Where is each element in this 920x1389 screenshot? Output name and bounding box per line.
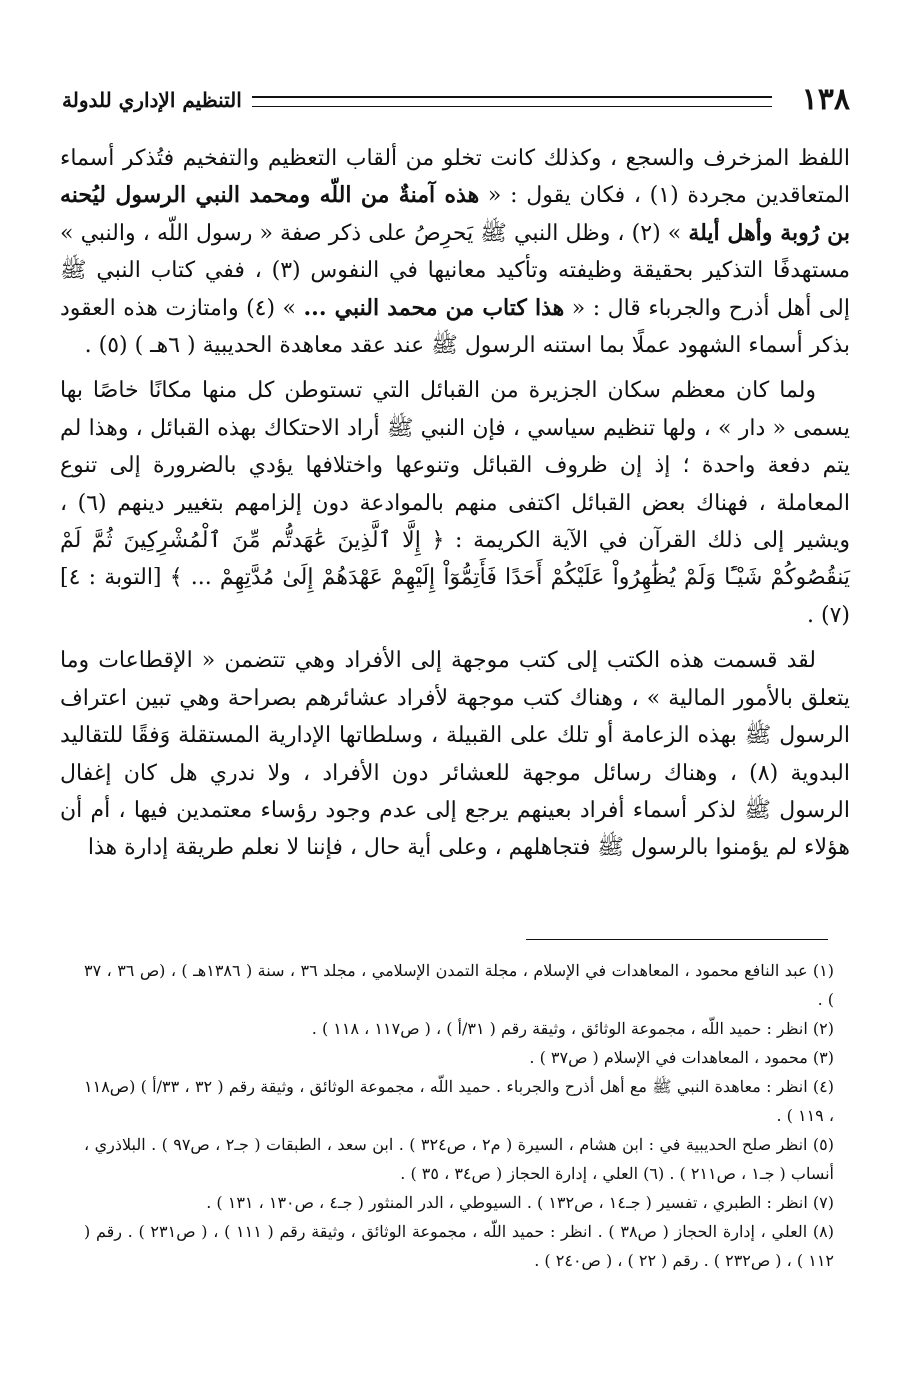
footnote-3: (٣) محمود ، المعاهدات في الإسلام ( ص٣٧ ) . bbox=[529, 1048, 834, 1067]
footnote-separator bbox=[526, 939, 828, 940]
footnotes bbox=[84, 956, 834, 1275]
quoted-document-2: هذا كتاب من محمد النبي ... bbox=[303, 294, 565, 321]
quoted-document-1: هذه آمنةٌ من اللّه ومحمد النبي الرسول ليُحنه بن رُوبة وأهل أيلة bbox=[60, 182, 851, 246]
body-text bbox=[60, 140, 850, 867]
running-title: التنظيم الإداري للدولة bbox=[62, 88, 242, 112]
header-rule bbox=[252, 96, 772, 107]
paragraph-1-text-a: اللفظ المزخرف والسجع ، وكذلك كانت تخلو من ألقاب التعظيم والتفخيم فتُذكر أسماء المتعاقدين مجردة (١) ، فكان يقول : « bbox=[60, 146, 850, 209]
footnote-4: (٤) انظر : معاهدة النبي ﷺ مع أهل أذرح والجرباء . حميد اللّه ، مجموعة الوثائق ، وثيقة رقم ( ٣٢ ، ٣٣/أ ) (ص١١٨ ، ١١٩ ) . bbox=[84, 1077, 834, 1125]
footnote-1: (١) عبد النافع محمود ، المعاهدات في الإسلام ، مجلة التمدن الإسلامي ، مجلد ٣٦ ، سنة ( ١٣٨٦هـ ) ، (ص ٣٦ ، ٣٧ ) . bbox=[84, 961, 834, 1009]
paragraph-2 bbox=[60, 372, 850, 634]
paragraph-1-text-c: » (٤) وامتازت هذه العقود بذكر أسماء الشهود عملًا بما استنه الرسول ﷺ عند عقد معاهدة الحديبية ( ٦هـ ) (٥) . bbox=[60, 295, 850, 359]
paragraph-1 bbox=[60, 140, 850, 364]
page-number: ١٣٨ bbox=[801, 82, 850, 117]
paragraph-2-text-a: ولما كان معظم سكان الجزيرة من القبائل التي تستوطن كل منها مكانًا خاصًا بها يسمى « دار » ، ولها تنظيم سياسي ، فإن النبي ﷺ أراد الاحتكاك بهذه القبائل ، وهذا لم يتم دفعة واحدة ؛ إذ إن ظروف القبائل وتنوعها واختلافها يؤدي بالضرورة إلى تنوع المعاملة ، فهناك بعض القبائل اكتفى منهم بالموادعة دون إلزامهم بتغيير دينهم (٦) ، ويشير إلى ذلك القرآن في الآية الكريمة : ﴿ bbox=[60, 378, 850, 554]
footnote-8: (٨) العلي ، إدارة الحجاز ( ص٣٨ ) . انظر : حميد اللّه ، مجموعة الوثائق ، وثيقة رقم ( ١١١ ) ، ( ص٢٣١ ) . رقم ( ١١٢ ) ، ( ص٢٣٢ ) . رقم ( ٢٢ ) ، ( ص٢٤٠ ) . bbox=[84, 1222, 834, 1270]
footnote-7: (٧) انظر : الطبري ، تفسير ( جـ١٤ ، ص١٣٢ ) . السيوطي ، الدر المنثور ( جـ٤ ، ص١٣٠ ، ١٣١ ) . bbox=[206, 1193, 834, 1212]
paragraph-3: لقد قسمت هذه الكتب إلى كتب موجهة إلى الأفراد وهي تتضمن « الإقطاعات وما يتعلق بالأمور المالية » ، وهناك كتب موجهة لأفراد عشائرهم بصراحة وهي تبين اعتراف الرسول ﷺ بهذه الزعامة أو تلك على القبيلة ، وسلطاتها الإدارية المستقلة وَفقًا للتقاليد البدوية (٨) ، وهناك رسائل موجهة للعشائر دون الأفراد ، ولا ندري هل كان إغفال الرسول ﷺ لذكر أسماء أفراد بعينهم يرجع إلى عدم وجود رؤساء معتمدين فيها ، أم أن هؤلاء لم يؤمنوا بالرسول ﷺ فتجاهلهم ، وعلى أية حال ، فإننا لا نعلم طريقة إدارة هذا bbox=[60, 648, 850, 861]
footnote-5-6: (٥) انظر صلح الحديبية في : ابن هشام ، السيرة ( م٢ ، ص٣٢٤ ) . ابن سعد ، الطبقات ( جـ٢ ، ص٩٧ ) . البلاذري ، أنساب ( جـ١ ، ص٢١١ ) . (٦) العلي ، إدارة الحجاز ( ص٣٤ ، ٣٥ ) . bbox=[84, 1135, 835, 1183]
footnote-2: (٢) انظر : حميد اللّه ، مجموعة الوثائق ، وثيقة رقم ( ٣١/أ ) ، ( ص١١٧ ، ١١٨ ) . bbox=[311, 1019, 834, 1038]
paragraph-1-text-b: » (٢) ، وظل النبي ﷺ يَحرِصُ على ذكر صفة « رسول اللّه ، والنبي » مستهدفًا التذكير بحقيقة وظيفته وتأكيد معانيها في النفوس (٣) ، ففي كتاب النبي ﷺ إلى أهل أذرح والجرباء قال : « bbox=[60, 220, 851, 321]
paragraph-2-text-b: ﴾ [التوبة : ٤] (٧) . bbox=[60, 565, 850, 628]
quran-verse: إِلَّا ٱلَّذِينَ عَٰهَدتُّم مِّنَ ٱلْمُشْرِكِينَ ثُمَّ لَمْ يَنقُصُوكُمْ شَيْـًٔا وَلَمْ يُظَٰهِرُواْ عَلَيْكُمْ أَحَدًا فَأَتِمُّوٓاْ إِلَيْهِمْ عَهْدَهُمْ إِلَىٰ مُدَّتِهِمْ ... bbox=[60, 528, 850, 591]
page-header bbox=[62, 82, 850, 122]
